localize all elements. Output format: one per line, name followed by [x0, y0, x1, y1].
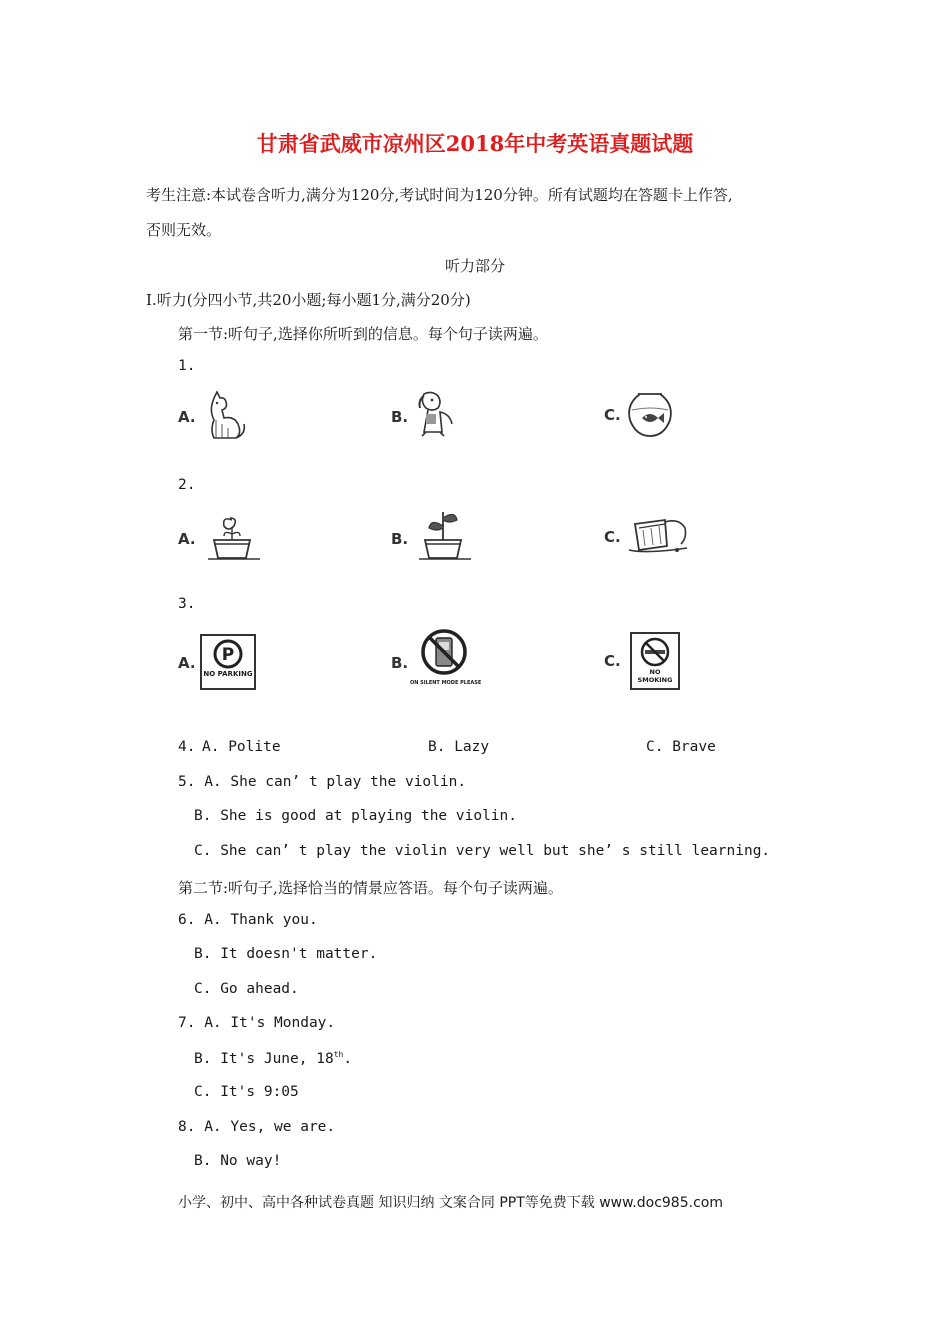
question-4-number: 4. — [178, 739, 196, 755]
dog-icon — [412, 388, 458, 440]
question-3-number: 3. — [178, 596, 196, 612]
q8-option-b: B. No way! — [194, 1153, 282, 1169]
no-smoking-sign — [630, 632, 680, 690]
q1-option-a-label: A. — [178, 408, 196, 426]
plant-pot-icon — [413, 506, 473, 564]
q7-option-a: 7. A. It's Monday. — [178, 1015, 336, 1031]
q3-option-c-label: C. — [604, 652, 621, 670]
q5-option-c: C. She can’ t play the violin very well but she’ s still learning. — [194, 843, 771, 859]
silent-mode-text: ON SILENT MODE PLEASE — [410, 680, 482, 686]
q6-option-a: 6. A. Thank you. — [178, 912, 318, 928]
q7-option-b-end: . — [343, 1050, 353, 1067]
q5-option-a: 5. A. She can’ t play the violin. — [178, 774, 467, 790]
subsection-2-heading: 第二节:听句子,选择恰当的情景应答语。每个句子读两遍。 — [178, 879, 563, 897]
q1-option-c-label: C. — [604, 406, 621, 424]
svg-text:P: P — [221, 645, 235, 665]
q2-option-a-label: A. — [178, 530, 196, 548]
q4-option-c: C. Brave — [646, 739, 716, 755]
q7-option-b-text: B. It's June, 18 — [194, 1050, 334, 1067]
no-smoking-icon — [632, 636, 678, 668]
footer-text: 小学、初中、高中各种试卷真题 知识归纳 文案合同 PPT等免费下载 www.doc985.com — [178, 1195, 723, 1211]
no-parking-sign — [200, 634, 256, 690]
fishbowl-icon — [624, 388, 676, 440]
page-title: 甘肃省武威市凉州区2018年中考英语真题试题 — [256, 131, 694, 156]
cat-icon — [202, 390, 248, 442]
q2-option-b-label: B. — [391, 530, 409, 548]
no-phone-icon — [410, 628, 478, 678]
question-2-number: 2. — [178, 477, 196, 493]
q7-option-b-sup: th — [333, 1050, 344, 1059]
q7-option-b — [194, 1050, 352, 1067]
part1-heading: I.听力(分四小节,共20小题;每小题1分,满分20分) — [146, 291, 471, 309]
notice-line-2: 否则无效。 — [146, 221, 222, 239]
flower-pot-icon — [202, 512, 262, 564]
q2-option-c-label: C. — [604, 528, 621, 546]
q1-option-b-label: B. — [391, 408, 409, 426]
q8-option-a: 8. A. Yes, we are. — [178, 1119, 336, 1135]
silent-mode-sign — [410, 628, 482, 692]
notice-line-1: 考生注意:本试卷含听力,满分为120分,考试时间为120分钟。所有试题均在答题卡上作答, — [146, 186, 733, 204]
q7-option-c: C. It's 9:05 — [194, 1084, 299, 1100]
no-parking-text: NO PARKING — [203, 670, 253, 678]
q6-option-c: C. Go ahead. — [194, 981, 299, 997]
section-heading: 听力部分 — [444, 257, 505, 275]
subsection-1-heading: 第一节:听句子,选择你所听到的信息。每个句子读两遍。 — [178, 325, 548, 343]
q6-option-b: B. It doesn't matter. — [194, 946, 378, 962]
q3-option-b-label: B. — [391, 654, 409, 672]
question-1-number: 1. — [178, 358, 196, 374]
q4-option-a: A. Polite — [202, 739, 281, 755]
broken-pot-icon — [625, 514, 691, 556]
no-smoking-text: NO SMOKING — [637, 668, 673, 684]
no-parking-icon — [202, 638, 254, 672]
q3-option-a-label: A. — [178, 654, 196, 672]
q5-option-b: B. She is good at playing the violin. — [194, 808, 518, 824]
q4-option-b: B. Lazy — [428, 739, 490, 755]
